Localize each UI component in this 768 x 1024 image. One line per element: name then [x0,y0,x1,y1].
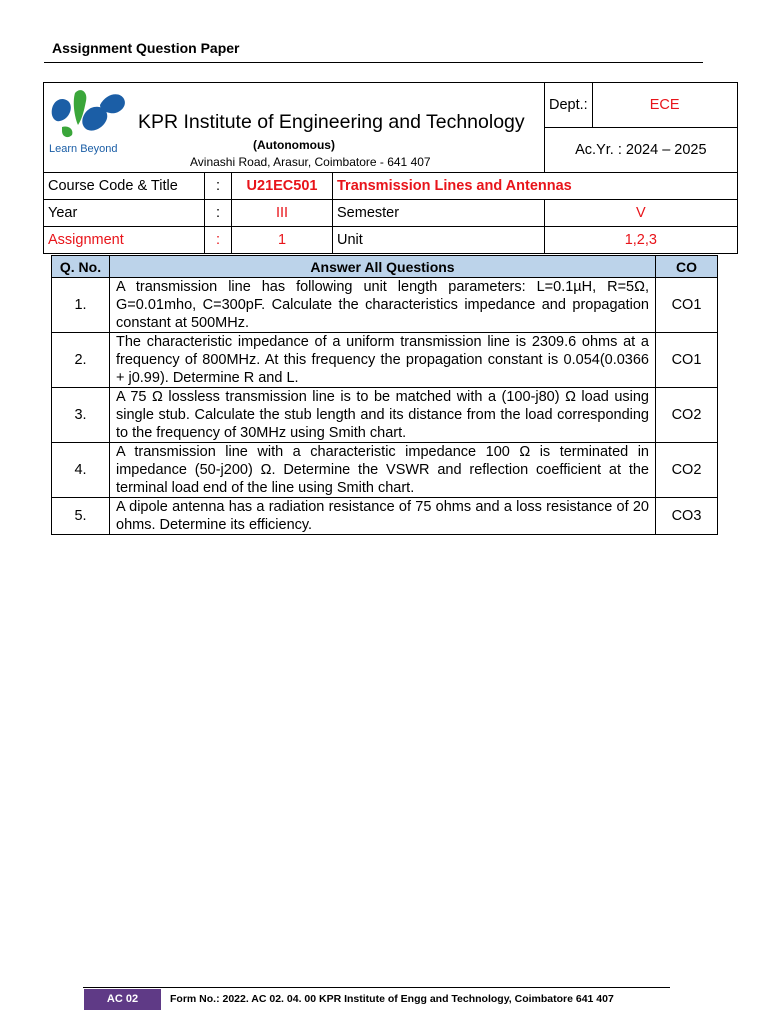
question-number: 2. [52,333,110,388]
unit-label: Unit [333,227,545,254]
header-qno: Q. No. [52,256,110,278]
question-row [52,443,718,498]
question-number: 4. [52,443,110,498]
header-questions: Answer All Questions [110,256,656,278]
autonomous-label: (Autonomous) [253,138,335,152]
question-text: A dipole antenna has a radiation resistance of 75 ohms and a loss resistance of 20 ohms. Determine its efficiency. [110,498,656,535]
kpr-logo-icon [48,85,128,141]
logo-tagline: Learn Beyond [49,143,118,155]
question-co: CO1 [656,333,718,388]
assignment-label: Assignment [44,227,205,254]
question-text: A transmission line has following unit length parameters: L=0.1µH, R=5Ω, G=0.01mho, C=300pF. Calculate the characteristics impedance and propagation constant at 500MHz. [110,278,656,333]
question-row [52,278,718,333]
question-row [52,498,718,535]
footer-form-number: Form No.: 2022. AC 02. 04. 00 KPR Institute of Engg and Technology, Coimbatore 641 407 [170,993,614,1005]
unit-value: 1,2,3 [545,227,738,254]
question-co: CO2 [656,443,718,498]
footer-rule [83,987,670,988]
header-co: CO [656,256,718,278]
course-code: U21EC501 [232,173,333,200]
institute-block [44,83,545,173]
question-co: CO3 [656,498,718,535]
year-colon: : [205,200,232,227]
semester-label: Semester [333,200,545,227]
course-label: Course Code & Title [44,173,205,200]
semester-value: V [545,200,738,227]
question-number: 1. [52,278,110,333]
question-co: CO1 [656,278,718,333]
academic-year: Ac.Yr. : 2024 – 2025 [545,128,738,173]
question-text: A transmission line with a characteristic impedance 100 Ω is terminated in impedance (50-j200) Ω. Determine the VSWR and reflection coefficient at the terminal load end of the line using Smith chart. [110,443,656,498]
dept-label: Dept.: [545,83,593,128]
course-title: Transmission Lines and Antennas [333,173,738,200]
question-text: A 75 Ω lossless transmission line is to be matched with a (100-j80) Ω load using single stub. Calculate the stub length and its distance from the load corresponding to the frequency of 30MHz using Smith chart. [110,388,656,443]
institute-address: Avinashi Road, Arasur, Coimbatore - 641 407 [190,155,431,169]
question-text: The characteristic impedance of a uniform transmission line is 2309.6 ohms at a frequency of 800MHz. At this frequency the propagation constant is 0.054(0.0366 + j0.99). Determine R and L. [110,333,656,388]
header-table [43,82,738,254]
footer-badge: AC 02 [84,989,161,1010]
question-row [52,388,718,443]
question-number: 5. [52,498,110,535]
question-row [52,333,718,388]
course-colon: : [205,173,232,200]
question-number: 3. [52,388,110,443]
institute-name: KPR Institute of Engineering and Technology [138,111,525,133]
year-label: Year [44,200,205,227]
question-co: CO2 [656,388,718,443]
assignment-value: 1 [232,227,333,254]
document-title: Assignment Question Paper [52,40,240,56]
title-underline [44,62,703,63]
year-value: III [232,200,333,227]
questions-table [51,255,718,535]
dept-value: ECE [592,83,737,128]
assignment-colon: : [205,227,232,254]
